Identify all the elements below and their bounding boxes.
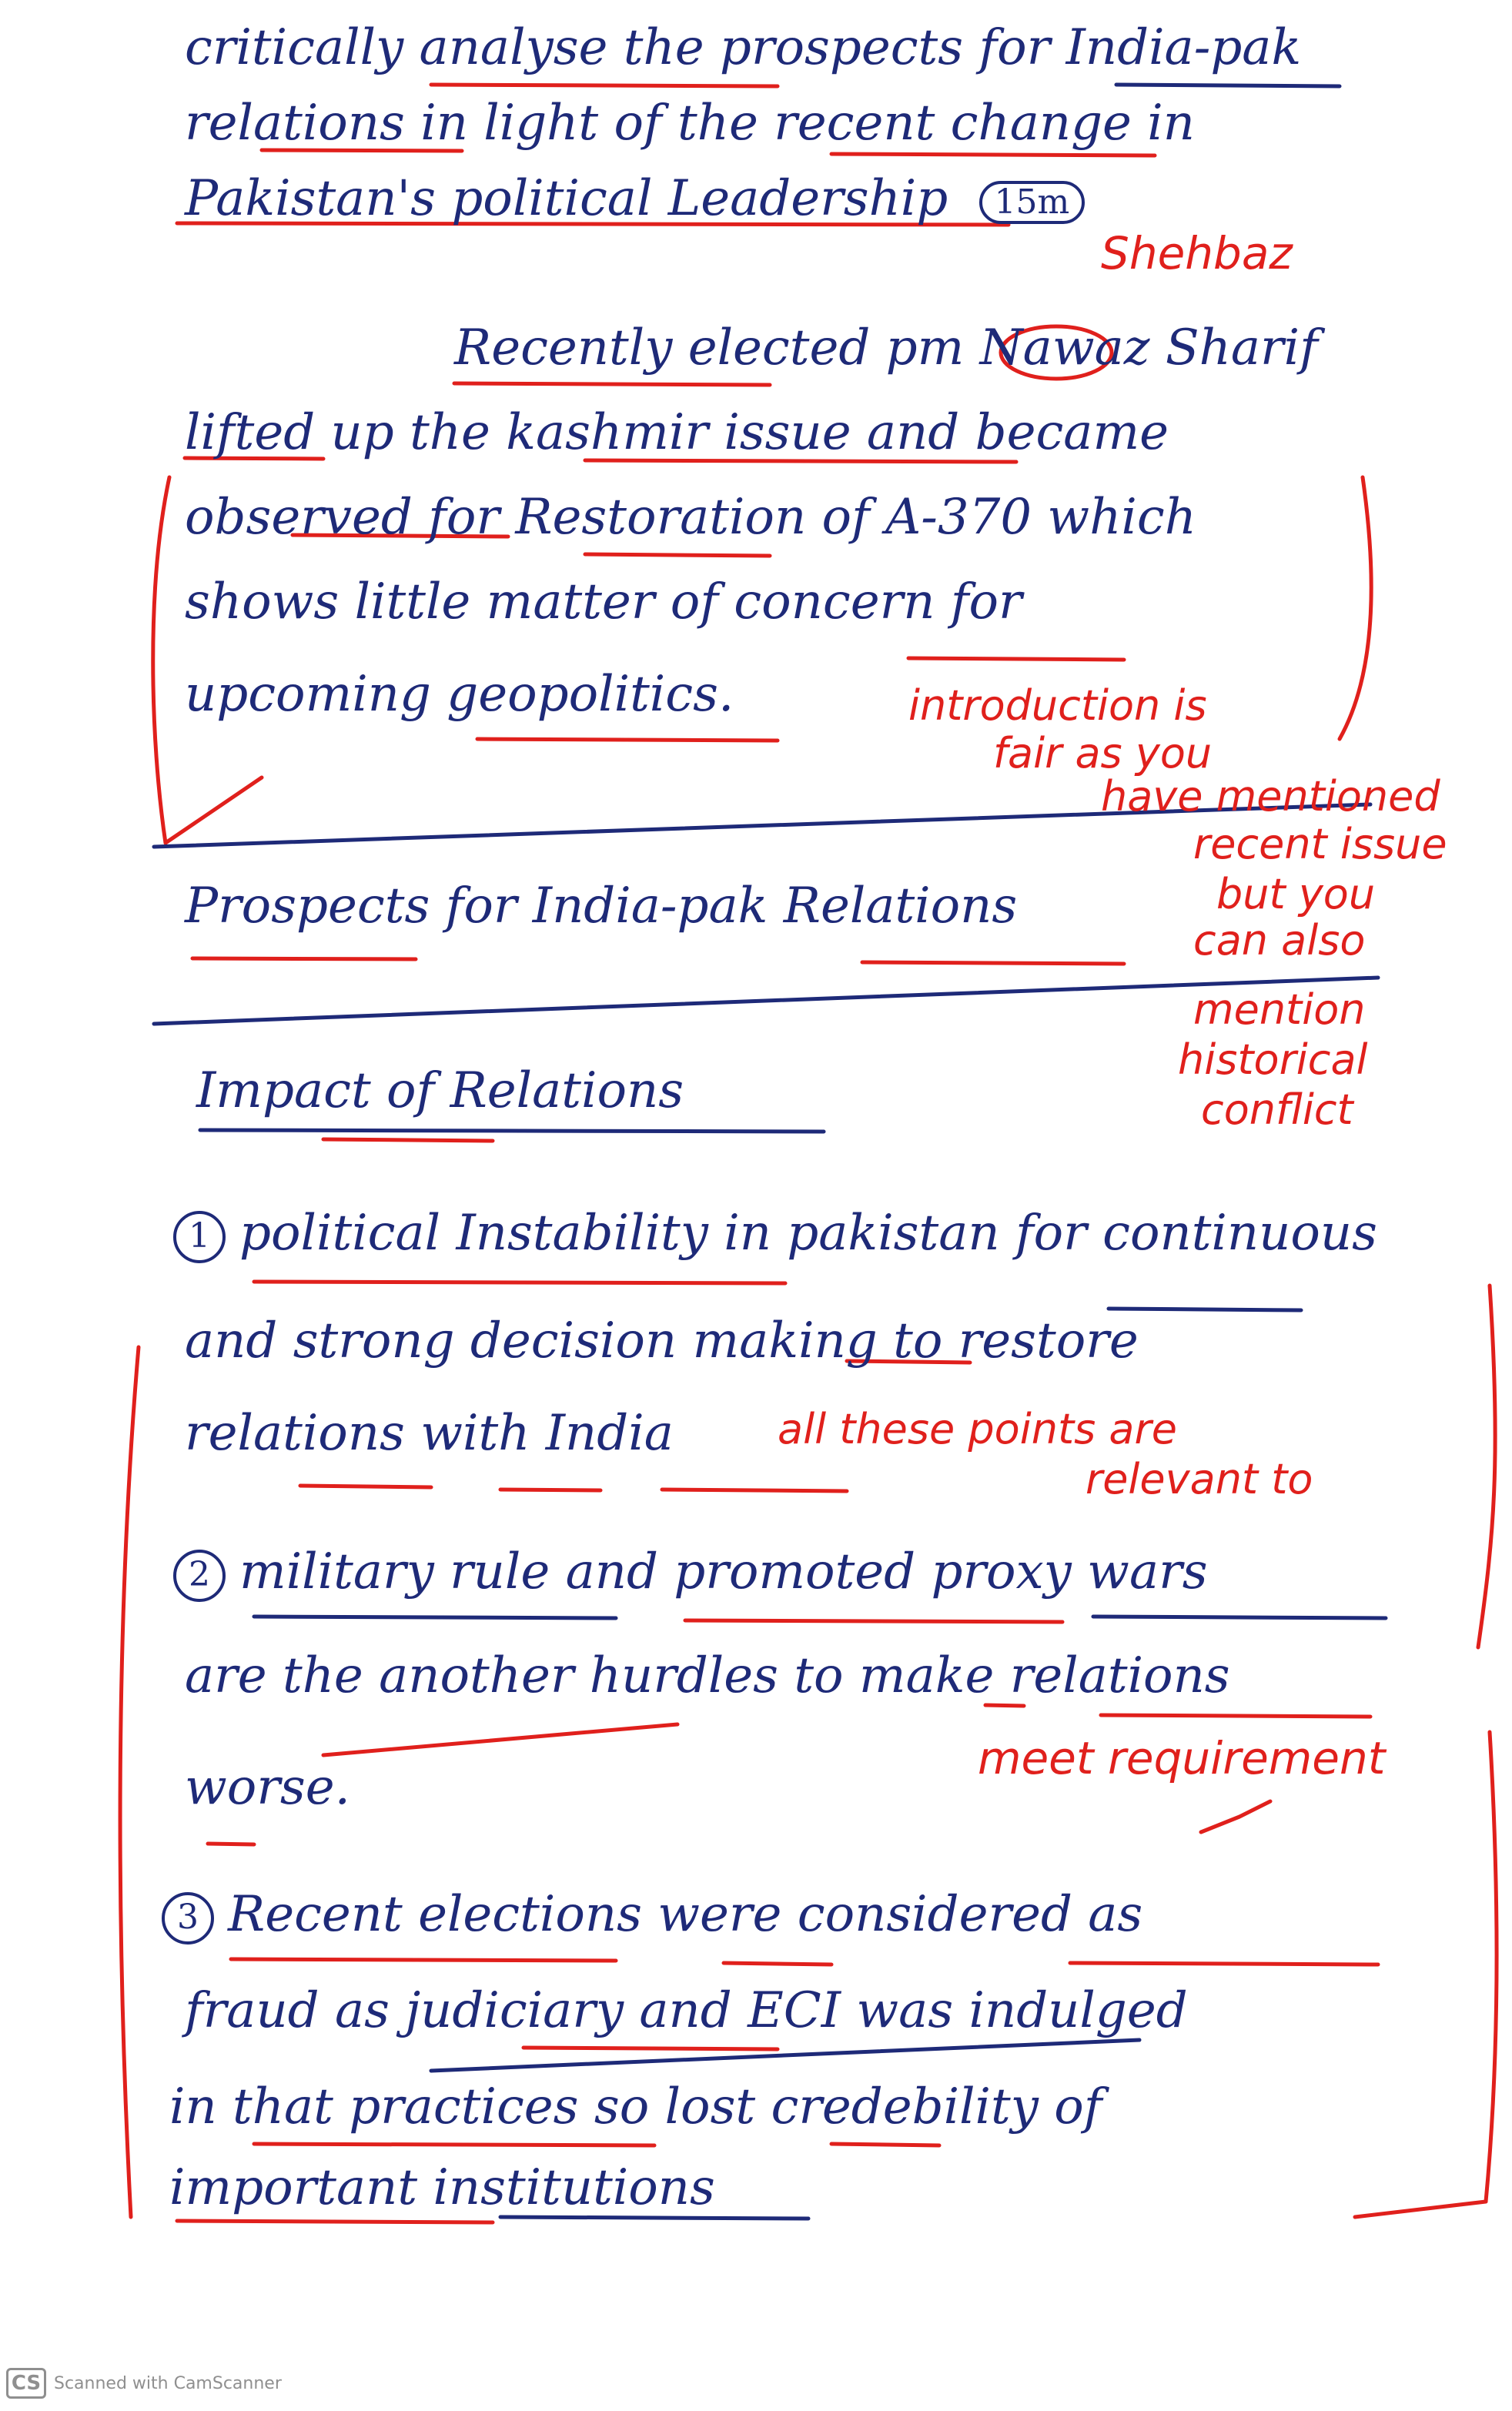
heading-prospects: Prospects for India-pak Relations [185, 878, 1018, 935]
teacher-note-intro-5: but you [1216, 870, 1376, 918]
point-3-line-4: important institutions [169, 2159, 715, 2216]
teacher-note-intro-9: conflict [1201, 1085, 1353, 1134]
teacher-note-points-1: all these points are [778, 1405, 1177, 1453]
point-1-line-3: relations with India [185, 1405, 674, 1462]
teacher-note-intro-8: historical [1178, 1035, 1368, 1084]
point-2-line-3: worse. [185, 1759, 350, 1816]
intro-line-3: observed for Restoration of A-370 which [185, 489, 1196, 546]
question-line-3-text: Pakistan's political Leadership [185, 170, 948, 227]
teacher-note-intro-4: recent issue [1193, 820, 1447, 868]
question-line-3 [185, 170, 1085, 227]
teacher-note-points-3: meet requirement [978, 1732, 1386, 1784]
point-1-line-2: and strong decision making to restore [185, 1313, 1139, 1369]
point-2-number: 2 [173, 1550, 226, 1602]
intro-line-1: Recently elected pm Nawaz Sharif [454, 319, 1318, 376]
teacher-note-intro-2: fair as you [993, 729, 1213, 777]
intro-line-2: lifted up the kashmir issue and became [185, 404, 1169, 461]
question-line-1: critically analyse the prospects for India-pak [185, 19, 1302, 76]
point-2-line-2: are the another hurdles to make relations [185, 1647, 1230, 1704]
point-2-line-1-text: military rule and promoted proxy wars [239, 1543, 1208, 1600]
scanner-watermark [0, 2366, 282, 2400]
camscanner-logo: CS [6, 2368, 46, 2399]
teacher-note-intro-3: have mentioned [1101, 772, 1440, 821]
point-3-line-1 [162, 1886, 1143, 1945]
question-line-2: relations in light of the recent change in [185, 95, 1195, 152]
point-1-line-1-text: political Instability in pakistan for continuous [239, 1205, 1377, 1262]
point-3-line-3: in that practices so lost credebility of [169, 2078, 1102, 2135]
point-3-line-1-text: Recent elections were considered as [228, 1886, 1143, 1943]
intro-line-4: shows little matter of concern for [185, 573, 1022, 630]
heading-impact: Impact of Relations [196, 1062, 684, 1119]
intro-line-5: upcoming geopolitics. [185, 666, 734, 723]
marks-badge: 15m [979, 181, 1085, 224]
camscanner-text: Scanned with CamScanner [54, 2373, 282, 2393]
teacher-note-intro-7: mention [1193, 985, 1366, 1034]
teacher-note-points-2: relevant to [1085, 1455, 1313, 1503]
corrected-name-note: Shehbaz [1101, 227, 1293, 279]
point-2-line-1 [173, 1543, 1208, 1602]
teacher-note-intro-1: introduction is [908, 681, 1207, 730]
point-3-line-2: fraud as judiciary and ECI was indulged [185, 1982, 1188, 2039]
point-1-number: 1 [173, 1211, 226, 1263]
point-1-line-1 [173, 1205, 1377, 1263]
teacher-note-intro-6: can also [1193, 916, 1366, 965]
point-3-number: 3 [162, 1892, 214, 1945]
